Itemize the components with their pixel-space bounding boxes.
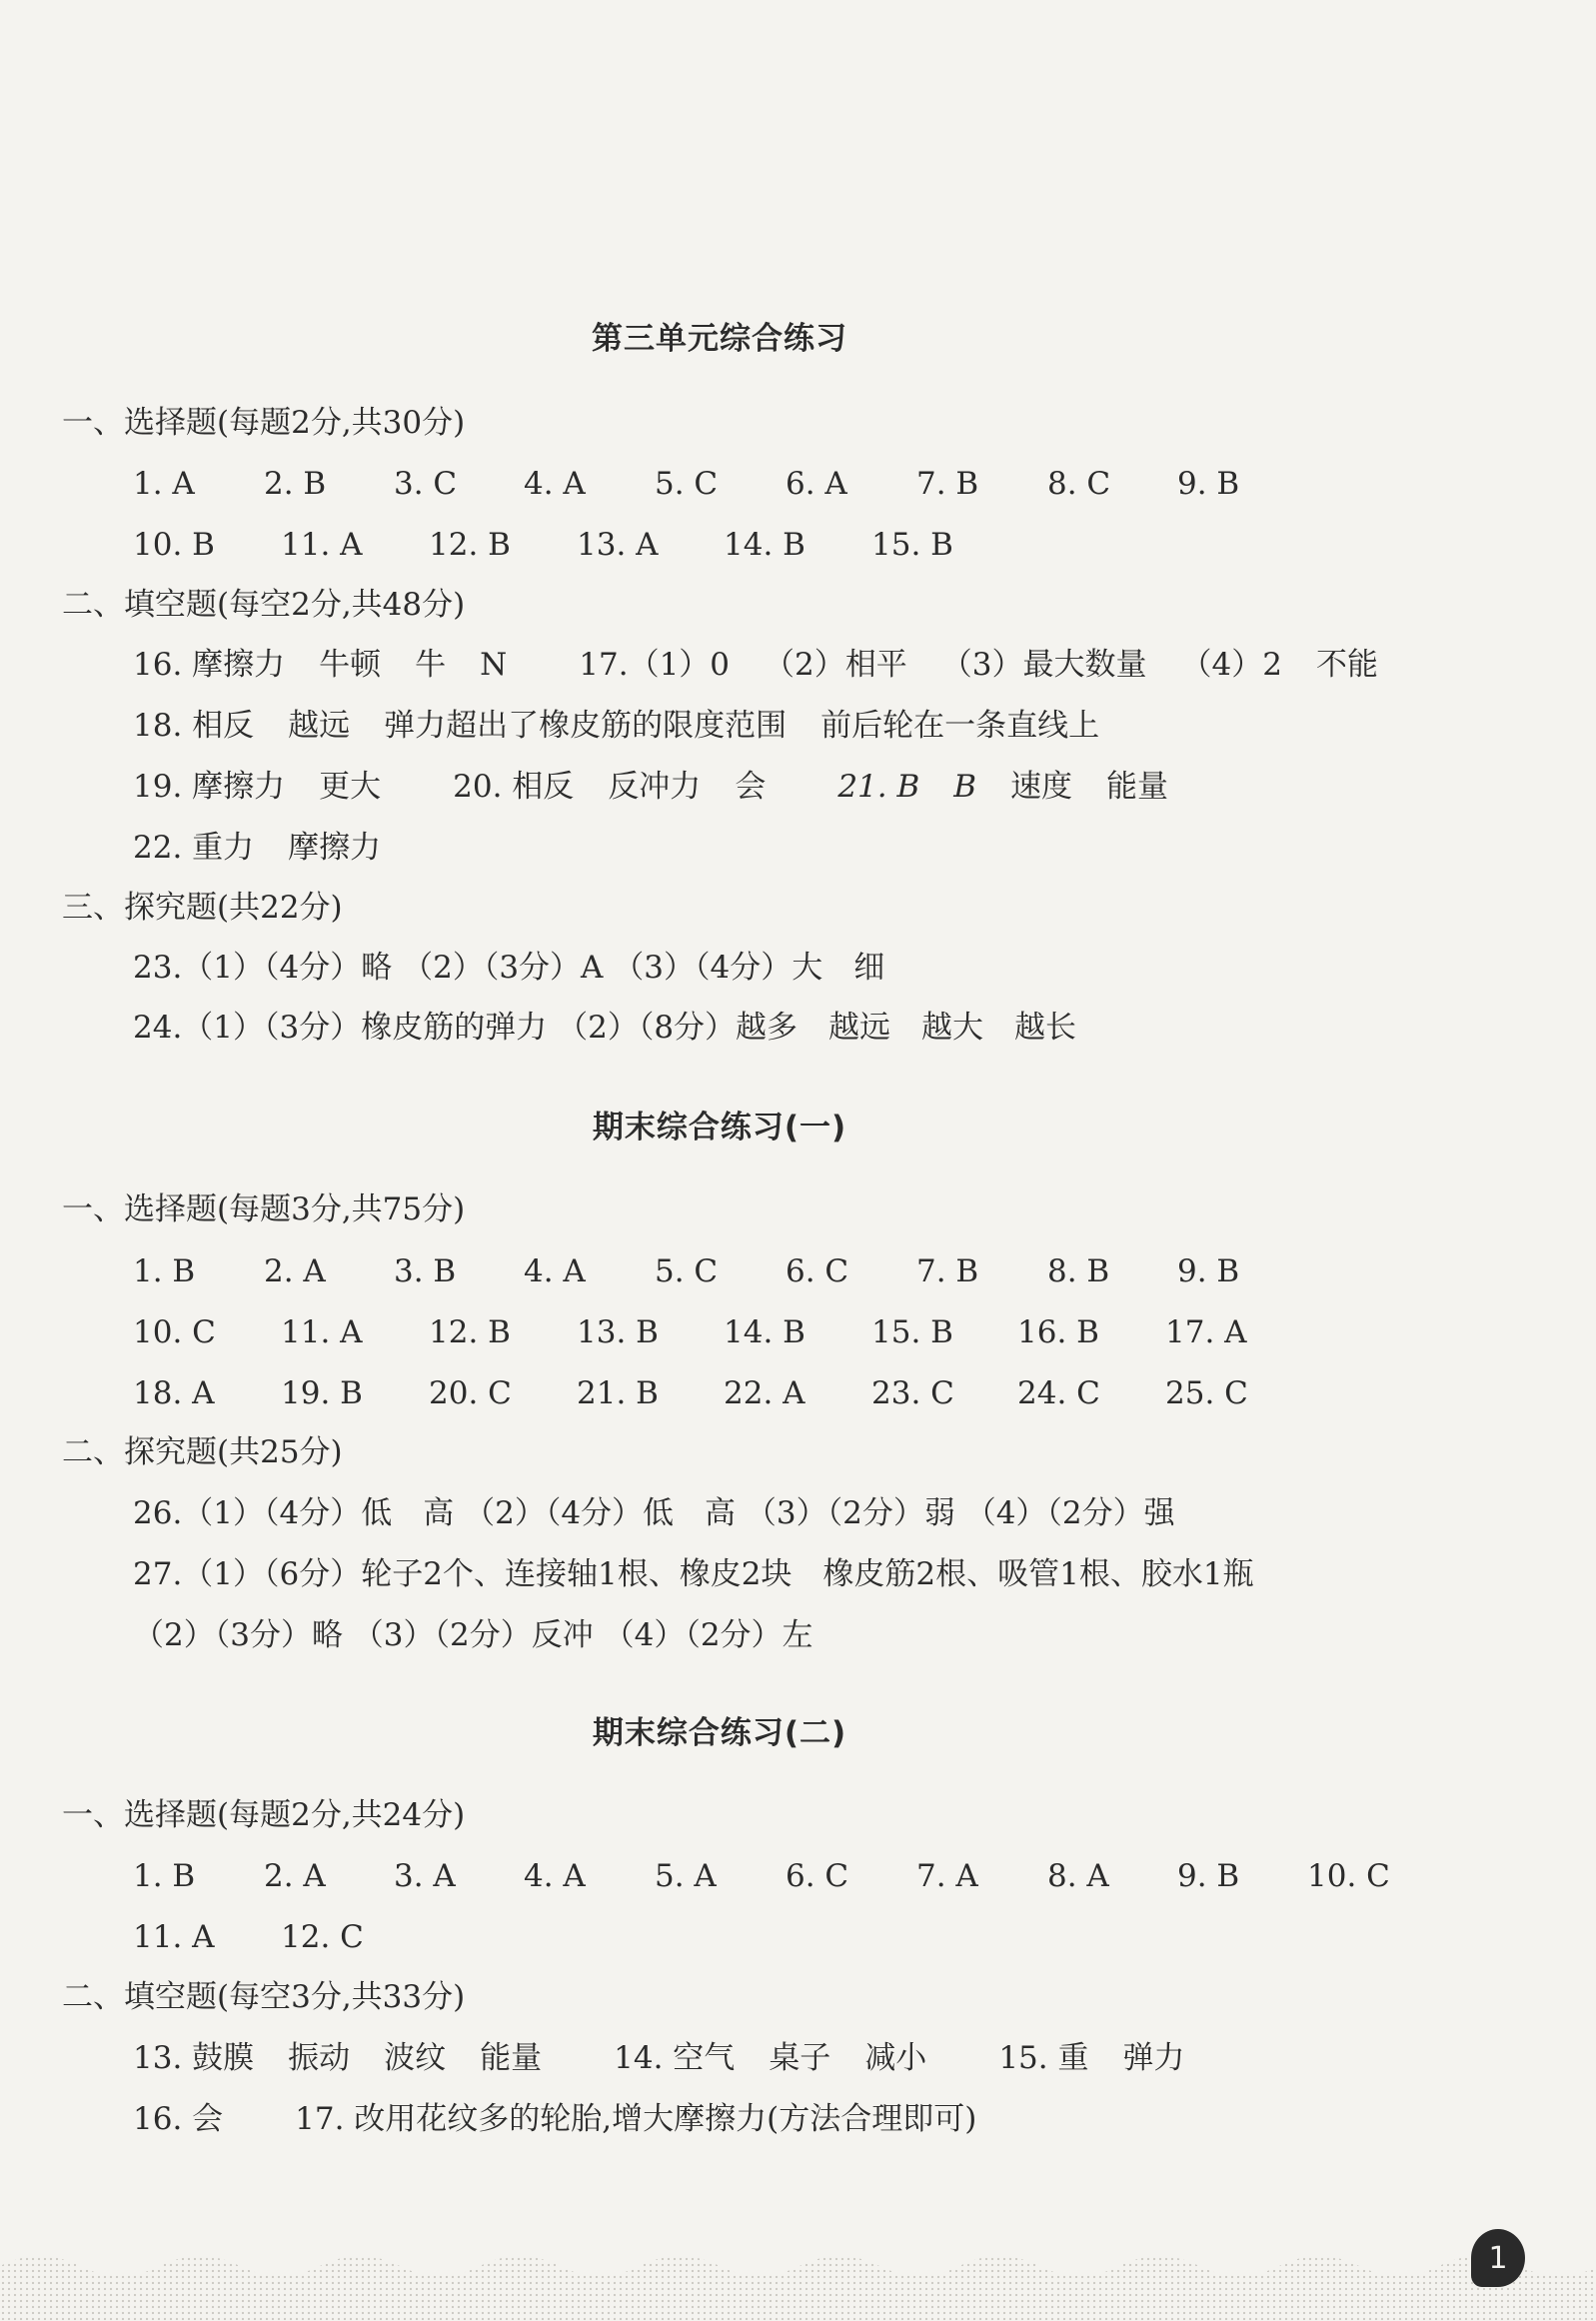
answer-item: 1. B bbox=[133, 1858, 196, 1894]
answer-item: 振动 bbox=[288, 2040, 351, 2076]
answer-item: 14. B bbox=[724, 527, 805, 563]
unit3-inquiry-header: 三、探究题(共22分) bbox=[62, 890, 343, 926]
answer-item: 20. C bbox=[429, 1375, 512, 1411]
answer-item: 11. A bbox=[133, 1919, 215, 1955]
answer-item: 10. C bbox=[1307, 1858, 1390, 1894]
answer-item: 4. A bbox=[524, 1253, 586, 1289]
answer-item: 15. 重 bbox=[998, 2040, 1089, 2076]
answer-item: 能量 bbox=[480, 2040, 543, 2076]
answer-item: 弹力 bbox=[1122, 2040, 1185, 2076]
answer-item: （3）最大数量 bbox=[940, 647, 1147, 683]
answer-item: 弹力超出了橡皮筋的限度范围 bbox=[384, 708, 788, 744]
answer-item: 能量 bbox=[1106, 769, 1169, 805]
unit3-fill-line4 bbox=[133, 830, 415, 866]
answer-item: 12. B bbox=[429, 527, 511, 563]
answer-item: 3. A bbox=[394, 1858, 456, 1894]
answer-item: 11. A bbox=[281, 527, 363, 563]
answer-item: 12. B bbox=[429, 1314, 511, 1350]
answer-item: 15. B bbox=[871, 1314, 953, 1350]
answer-item: 5. C bbox=[655, 1253, 719, 1289]
answer-item: 牛 bbox=[415, 647, 447, 683]
answer-item: 桌子 bbox=[769, 2040, 831, 2076]
page-number-badge: 1 bbox=[1471, 2229, 1525, 2287]
answer-item: 2. A bbox=[264, 1858, 326, 1894]
unit3-fill-line3 bbox=[133, 769, 1202, 805]
answer-item: 13. 鼓膜 bbox=[133, 2040, 255, 2076]
final1-inquiry-header: 二、探究题(共25分) bbox=[62, 1434, 343, 1470]
answer-item: 10. B bbox=[133, 527, 215, 563]
answer-item: 13. B bbox=[577, 1314, 659, 1350]
answer-item: 8. B bbox=[1047, 1253, 1110, 1289]
answer-item: 17.（1）0 bbox=[579, 647, 731, 683]
answer-item: 减小 bbox=[864, 2040, 927, 2076]
answer-item: 9. B bbox=[1177, 466, 1240, 502]
answer-item: 20. 相反 bbox=[453, 769, 575, 805]
answer-item: 前后轮在一条直线上 bbox=[820, 708, 1100, 744]
answer-item: 7. A bbox=[916, 1858, 978, 1894]
final1-title: 期末综合练习(一) bbox=[592, 1110, 847, 1146]
final1-choice-header: 一、选择题(每题3分,共75分) bbox=[62, 1191, 466, 1227]
final2-fill-header: 二、填空题(每空3分,共33分) bbox=[62, 1979, 466, 2015]
answer-item: N bbox=[480, 647, 508, 683]
unit3-choice-header: 一、选择题(每题2分,共30分) bbox=[62, 405, 466, 441]
footer-wave-decoration bbox=[0, 2226, 1596, 2321]
answer-item: 2. B bbox=[264, 466, 327, 502]
answer-item: 3. B bbox=[394, 1253, 457, 1289]
answer-item: 21. B bbox=[577, 1375, 659, 1411]
final1-inquiry-line3: （2）（3分）略 （3）（2分）反冲 （4）（2分）左 bbox=[133, 1617, 813, 1653]
answer-item: 12. C bbox=[281, 1919, 364, 1955]
answer-item: 1. B bbox=[133, 1253, 196, 1289]
answer-item: 7. B bbox=[916, 1253, 979, 1289]
answer-item: 反冲力 bbox=[608, 769, 702, 805]
answer-item: 牛顿 bbox=[319, 647, 382, 683]
final1-inquiry-line2: 27.（1）（6分）轮子2个、连接轴1根、橡皮2块 橡皮筋2根、吸管1根、胶水1瓶 bbox=[133, 1556, 1254, 1592]
answer-item: 越远 bbox=[288, 708, 351, 744]
answer-item: 会 bbox=[735, 769, 767, 805]
final2-fill-line1 bbox=[133, 2040, 1218, 2076]
answer-item: 更大 bbox=[319, 769, 382, 805]
answer-item: 17. 改用花纹多的轮胎,增大摩擦力(方法合理即可) bbox=[295, 2101, 977, 2137]
unit3-inquiry-line2: 24.（1）（3分）橡皮筋的弹力 （2）（8分）越多 越远 越大 越长 bbox=[133, 1010, 1077, 1046]
answer-item: 14. B bbox=[724, 1314, 805, 1350]
answer-item: 3. C bbox=[394, 466, 458, 502]
answer-item: 25. C bbox=[1165, 1375, 1248, 1411]
answer-item: 不能 bbox=[1315, 647, 1378, 683]
answer-item: 9. B bbox=[1177, 1858, 1240, 1894]
answer-item: 6. A bbox=[786, 466, 847, 502]
unit3-fill-line2 bbox=[133, 708, 1133, 744]
unit3-inquiry-line1: 23.（1）（4分）略 （2）（3分）A （3）（4分）大 细 bbox=[133, 950, 885, 986]
answer-item: 16. B bbox=[1017, 1314, 1099, 1350]
unit3-fill-line1 bbox=[133, 647, 1412, 683]
answer-item: 21. B bbox=[837, 769, 920, 805]
answer-item: 18. 相反 bbox=[133, 708, 255, 744]
answer-item: 5. A bbox=[655, 1858, 717, 1894]
answer-item: 19. 摩擦力 bbox=[133, 769, 286, 805]
answer-item: 2. A bbox=[264, 1253, 326, 1289]
answer-item: 11. A bbox=[281, 1314, 363, 1350]
answer-item: 6. C bbox=[786, 1253, 849, 1289]
answer-item: 8. C bbox=[1047, 466, 1111, 502]
answer-item: 5. C bbox=[655, 466, 719, 502]
answer-item: 16. 会 bbox=[133, 2101, 224, 2137]
answer-item: 13. A bbox=[577, 527, 659, 563]
answer-item: 17. A bbox=[1165, 1314, 1247, 1350]
answer-item: 波纹 bbox=[384, 2040, 447, 2076]
answer-item: 摩擦力 bbox=[288, 830, 382, 866]
answer-item: 23. C bbox=[871, 1375, 954, 1411]
answer-item: 18. A bbox=[133, 1375, 215, 1411]
final1-inquiry-line1: 26.（1）（4分）低 高 （2）（4分）低 高 （3）（2分）弱 （4）（2分）强 bbox=[133, 1495, 1175, 1531]
unit3-fill-header: 二、填空题(每空2分,共48分) bbox=[62, 587, 466, 623]
final2-fill-line2 bbox=[133, 2101, 1010, 2137]
answer-item: 7. B bbox=[916, 466, 979, 502]
unit3-title: 第三单元综合练习 bbox=[592, 321, 847, 357]
answer-item: 24. C bbox=[1017, 1375, 1100, 1411]
answer-item: （2）相平 bbox=[764, 647, 907, 683]
answer-item: 速度 bbox=[1010, 769, 1073, 805]
answer-item: 6. C bbox=[786, 1858, 849, 1894]
answer-item: 22. A bbox=[724, 1375, 805, 1411]
answer-item: 15. B bbox=[871, 527, 953, 563]
answer-item: 4. A bbox=[524, 466, 586, 502]
answer-item: 16. 摩擦力 bbox=[133, 647, 286, 683]
final2-title: 期末综合练习(二) bbox=[592, 1715, 847, 1751]
answer-item: 10. C bbox=[133, 1314, 216, 1350]
answer-item: 14. 空气 bbox=[614, 2040, 736, 2076]
answer-item: 9. B bbox=[1177, 1253, 1240, 1289]
answer-item: B bbox=[953, 769, 977, 805]
answer-item: （4）2 bbox=[1180, 647, 1282, 683]
answer-item: 1. A bbox=[133, 466, 195, 502]
answer-item: 22. 重力 bbox=[133, 830, 255, 866]
answer-item: 19. B bbox=[281, 1375, 363, 1411]
answer-item: 4. A bbox=[524, 1858, 586, 1894]
final2-choice-header: 一、选择题(每题2分,共24分) bbox=[62, 1797, 466, 1833]
answer-item: 8. A bbox=[1047, 1858, 1109, 1894]
